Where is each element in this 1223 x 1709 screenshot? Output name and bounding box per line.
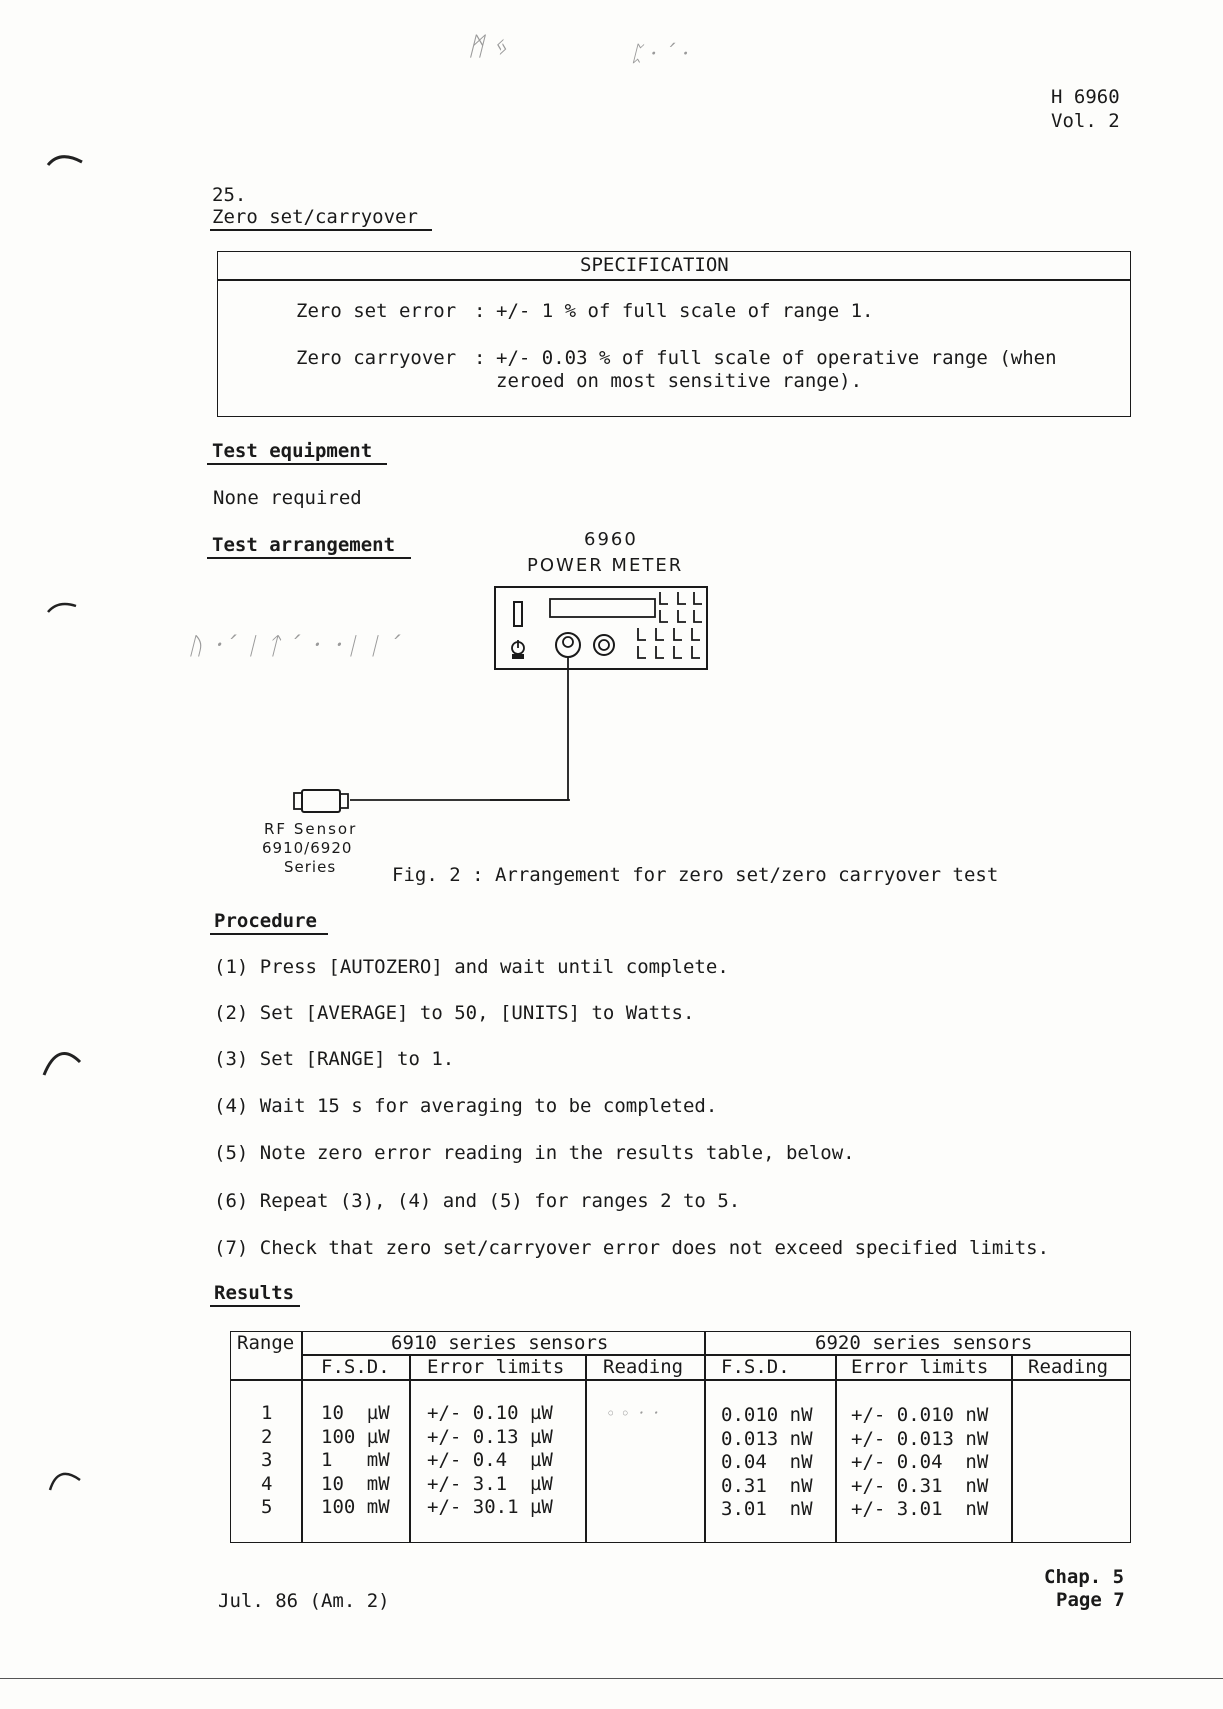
table-rule [231,1379,1130,1381]
power-meter-diagram [490,582,720,812]
group-6910-header: 6910 series sensors [391,1332,609,1354]
procedure-step-7: (7) Check that zero set/carryover error does not exceed specified limits. [214,1237,1050,1259]
section-title-underline [210,229,432,231]
sensor-label-line1: RF Sensor [264,820,358,838]
results-table [230,1331,1131,1543]
procedure-step-3: (3) Set [RANGE] to 1. [214,1048,455,1070]
specification-box [217,251,1131,417]
zero-carryover-separator: : [474,347,486,369]
error-limits-6910-header: Error limits [427,1356,565,1378]
handwritten-mark: ᛈ · ˊ · [630,42,690,67]
range-values: 1 2 3 4 5 [261,1402,273,1518]
meter-name-label: POWER METER [527,555,684,576]
footer-chapter: Chap. 5 [1044,1566,1125,1588]
procedure-step-2: (2) Set [AVERAGE] to 50, [UNITS] to Watts. [214,1002,695,1024]
fsd-6910-header: F.S.D. [321,1356,390,1378]
footer-page: Page 7 [1056,1589,1125,1611]
zero-set-value: +/- 1 % of full scale of range 1. [496,300,874,322]
handwritten-mark: ᛗ ᛃ [468,32,508,62]
reading-6910-header: Reading [603,1356,684,1378]
group-6920-header: 6920 series sensors [815,1332,1033,1354]
procedure-heading: Procedure [214,910,317,932]
zero-set-separator: : [474,300,486,322]
procedure-step-5: (5) Note zero error reading in the results table, below. [214,1142,855,1164]
zero-set-label: Zero set error [296,300,457,322]
meter-model-label: 6960 [584,529,638,550]
test-equipment-underline [207,463,387,465]
table-rule [301,1332,303,1542]
sensor-label-line3: Series [284,858,337,876]
error-limits-6910-values: +/- 0.10 µW +/- 0.13 µW +/- 0.4 µW +/- 3.1 µW +/- 30.1 µW [427,1402,553,1518]
sensor-label-line2: 6910/6920 [262,839,353,857]
test-arrangement-heading: Test arrangement [212,534,396,556]
doc-number: H 6960 [1051,86,1120,108]
table-rule [409,1354,411,1542]
spec-header-rule [218,279,1130,281]
results-heading: Results [214,1282,295,1304]
error-limits-6920-values: +/- 0.010 nW +/- 0.013 nW +/- 0.04 nW +/- 0.31 nW +/- 3.01 nW [851,1404,989,1520]
handwritten-mark: ᚢ ᛫ˊ ᛁ ᛏ ˊ ᛫ ᛫ᛁ ᛁ ˊ [188,632,401,660]
zero-carryover-value-line1: +/- 0.03 % of full scale of operative range (when [496,347,1057,369]
section-title: Zero set/carryover [212,206,418,228]
figure-caption: Fig. 2 : Arrangement for zero set/zero carryover test [392,864,999,886]
procedure-step-4: (4) Wait 15 s for averaging to be completed. [214,1095,718,1117]
table-rule [704,1332,706,1542]
spec-heading: SPECIFICATION [580,254,729,276]
rf-sensor-diagram [290,780,590,820]
table-rule [1011,1354,1013,1542]
results-underline [210,1305,300,1307]
volume-number: Vol. 2 [1051,110,1120,132]
test-equipment-heading: Test equipment [212,440,373,462]
zero-carryover-label: Zero carryover [296,347,457,369]
reading-6920-header: Reading [1028,1356,1109,1378]
table-rule [835,1354,837,1542]
page-bottom-rule [0,1678,1223,1679]
footer-date: Jul. 86 (Am. 2) [218,1590,390,1612]
section-number: 25. [212,184,247,206]
procedure-underline [210,933,328,935]
procedure-step-6: (6) Repeat (3), (4) and (5) for ranges 2 to 5. [214,1190,741,1212]
test-arrangement-underline [207,557,411,559]
fsd-6920-header: F.S.D. [721,1356,790,1378]
zero-carryover-value-line2: zeroed on most sensitive range). [496,370,863,392]
test-equipment-text: None required [213,487,362,509]
procedure-step-1: (1) Press [AUTOZERO] and wait until complete. [214,956,729,978]
fsd-6920-values: 0.010 nW 0.013 nW 0.04 nW 0.31 nW 3.01 nW [721,1404,813,1520]
table-rule [585,1354,587,1542]
error-limits-6920-header: Error limits [851,1356,989,1378]
fsd-6910-values: 10 µW 100 µW 1 mW 10 mW 100 mW [321,1402,390,1518]
handwritten-mark: ◦ ◦ ᛫ ᛫ [606,1404,660,1423]
range-header: Range [237,1332,295,1354]
punch-hole-marks [0,0,110,1709]
